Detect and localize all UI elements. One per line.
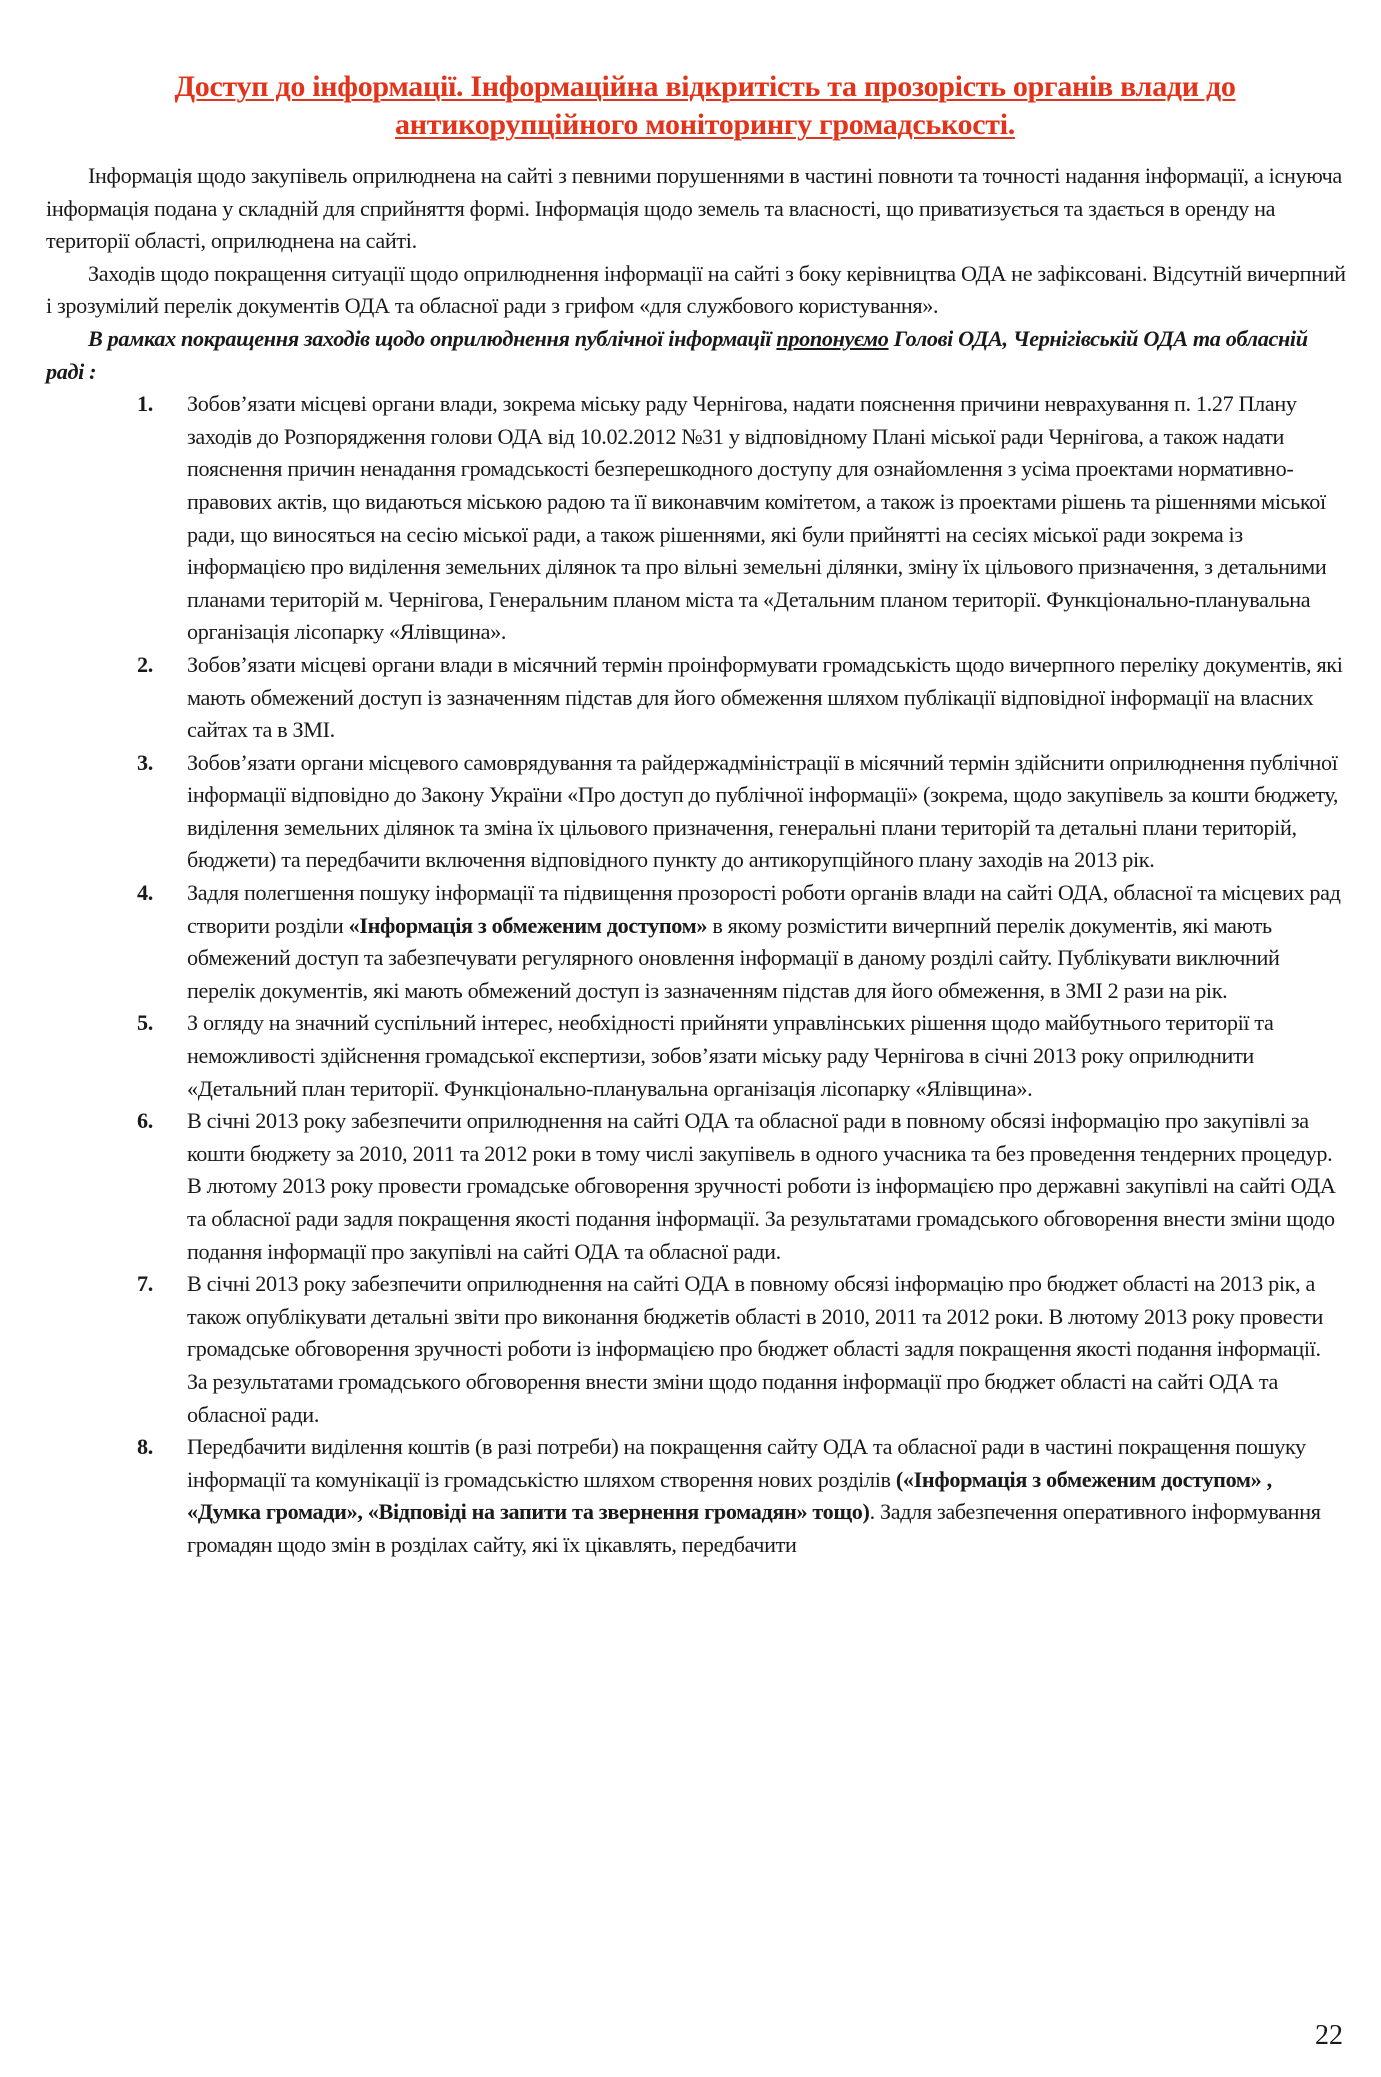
- proposal-intro: [46, 323, 1346, 388]
- recommendation-number: 6.: [137, 1108, 153, 1134]
- recommendation-text: в якому розмістити вичерпний перелік документів, які мають обмежений доступ та забезпечувати регулярного оновлення інформації в даному розділі сайту. Публікувати виключний перелік документів, які мають обмежений доступ із зазначенням підстав для його обмеження, в ЗМІ 2 рази на рік.: [187, 912, 1280, 1003]
- proposal-intro-after: Голові ОДА, Чернігівській ОДА та обласній раді :: [46, 325, 1308, 384]
- recommendation-text: Зобов’язати місцеві органи влади, зокрема міську раду Чернігова, надати пояснення причини неврахування п. 1.27 Плану заходів до Розпорядження голови ОДА від 10.02.2012 №31 у відповідному Плані міської ради Чернігова, а також надати пояснення причин ненадання громадськості безперешкодного доступу для ознайомлення з усіма проектами нормативно-правових актів, що видаються міською радою та її виконавчим комітетом, а також із проектами рішень та рішеннями міської ради, що виносяться на сесію міської ради, а також рішеннями, які були прийнятті на сесіях міської ради зокрема із інформацією про виділення земельних ділянок та про вільні земельні ділянки, зміну їх цільового призначення, з детальними планами територій м. Чернігова, Генеральним планом міста та «Детальним планом території. Функціонально-планувальна організація лісопарку «Ялівщина».: [187, 391, 1327, 645]
- recommendation-item: [137, 1268, 1346, 1431]
- paragraph-procurement-info: Інформація щодо закупівель оприлюднена на сайті з певними порушеннями в частині повноти та точності надання інформації, а існуюча інформація подана у складній для сприйняття формі. Інформація щодо земель та власності, що приватизується та здається в оренду на території області, оприлюднена на сайті.: [46, 163, 1342, 254]
- recommendation-number: 4.: [137, 880, 153, 906]
- section-title: Доступ до інформації. Інформаційна відкритість та прозорість органів влади до антикорупційного моніторингу громадськості.: [174, 70, 1236, 142]
- recommendation-item: [137, 877, 1346, 1007]
- recommendation-item: [137, 1431, 1346, 1561]
- recommendation-number: 3.: [137, 749, 153, 775]
- recommendations-list: [46, 388, 1346, 1561]
- recommendation-item: [137, 747, 1346, 877]
- recommendation-item: [137, 649, 1346, 747]
- document-body: [46, 160, 1346, 1562]
- recommendation-text: Зобов’язати органи місцевого самоврядування та райдержадміністрації в місячний термін здійснити оприлюднення публічної інформації відповідно до Закону України «Про доступ до публічної інформації» (зокрема, щодо закупівель за кошти бюджету, виділення земельних ділянок та зміна їх цільового призначення, генеральні плани територій та детальні плани територій, бюджети) та передбачити включення відповідного пункту до антикорупційного плану заходів на 2013 рік.: [187, 749, 1339, 873]
- recommendation-text-bold: «Інформація з обмеженим доступом»: [348, 912, 708, 938]
- recommendation-text: Зобов’язати місцеві органи влади в місячний термін проінформувати громадськість щодо вичерпного переліку документів, які мають обмежений доступ із зазначенням підстав для його обмеження шляхом публікації відповідної інформації на власних сайтах та в ЗМІ.: [187, 651, 1343, 743]
- recommendation-number: 7.: [137, 1271, 153, 1297]
- recommendation-number: 2.: [137, 651, 153, 677]
- recommendation-text: Передбачити виділення коштів (в разі потреби) на покращення сайту ОДА та обласної ради в частині покращення пошуку інформації та комунікації із громадськістю шляхом створення нових розділів: [187, 1434, 1306, 1492]
- recommendation-number: 8.: [137, 1434, 153, 1460]
- recommendation-item: [137, 388, 1346, 649]
- paragraph-no-measures: Заходів щодо покращення ситуації щодо оприлюднення інформації на сайті з боку керівництва ОДА не зафіксовані. Відсутній вичерпний і зрозумілий перелік документів ОДА та обласної ради з грифом «для службового користування».: [46, 260, 1346, 319]
- recommendation-item: [137, 1105, 1346, 1268]
- recommendation-text-bold: («Інформація з обмеженим доступом» , «Думка громади», «Відповіді на запити та звернення громадян» тощо): [187, 1466, 1272, 1525]
- recommendation-text: З огляду на значний суспільний інтерес, необхідності прийняти управлінських рішення щодо майбутнього території та неможливості здійснення громадської експертизи, зобов’язати міську раду Чернігова в січні 2013 року оприлюднити «Детальний план території. Функціонально-планувальна організація лісопарку «Ялівщина».: [187, 1010, 1274, 1101]
- recommendation-number: 1.: [137, 391, 153, 417]
- recommendation-number: 5.: [137, 1010, 153, 1036]
- recommendation-text: Задля полегшення пошуку інформації та підвищення прозорості роботи органів влади на сайті ОДА, обласної та місцевих рад створити розділи: [187, 880, 1341, 938]
- proposal-intro-before: В рамках покращення заходів щодо оприлюднення публічної інформації: [88, 325, 777, 351]
- recommendation-text: В січні 2013 року забезпечити оприлюднення на сайті ОДА в повному обсязі інформацію про бюджет області на 2013 рік, а також опублікувати детальні звіти про виконання бюджетів області в 2010, 2011 та 2012 роки. В лютому 2013 року провести громадське обговорення зручності роботи із інформацією про бюджет області задля покращення якості подання інформації. За результатами громадського обговорення внести зміни щодо подання інформації про бюджет області на сайті ОДА та обласної ради.: [187, 1271, 1323, 1427]
- recommendation-text: В січні 2013 року забезпечити оприлюднення на сайті ОДА та обласної ради в повному обсязі інформацію про закупівлі за кошти бюджету за 2010, 2011 та 2012 роки в тому числі закупівель в одного учасника та без проведення тендерних процедур. В лютому 2013 року провести громадське обговорення зручності роботи із інформацією про державні закупівлі на сайті ОДА та обласної ради задля покращення якості подання інформації. За результатами громадського обговорення внести зміни щодо подання інформації про закупівлі на сайті ОДА та обласної ради.: [187, 1108, 1336, 1264]
- recommendation-text: . Задля забезпечення оперативного інформування громадян щодо змін в розділах сайту, які їх цікавлять, передбачити: [187, 1499, 1321, 1557]
- page-number: 22: [1315, 2020, 1343, 2051]
- recommendation-item: [137, 1007, 1346, 1105]
- proposal-intro-underlined: пропонуємо: [776, 325, 889, 351]
